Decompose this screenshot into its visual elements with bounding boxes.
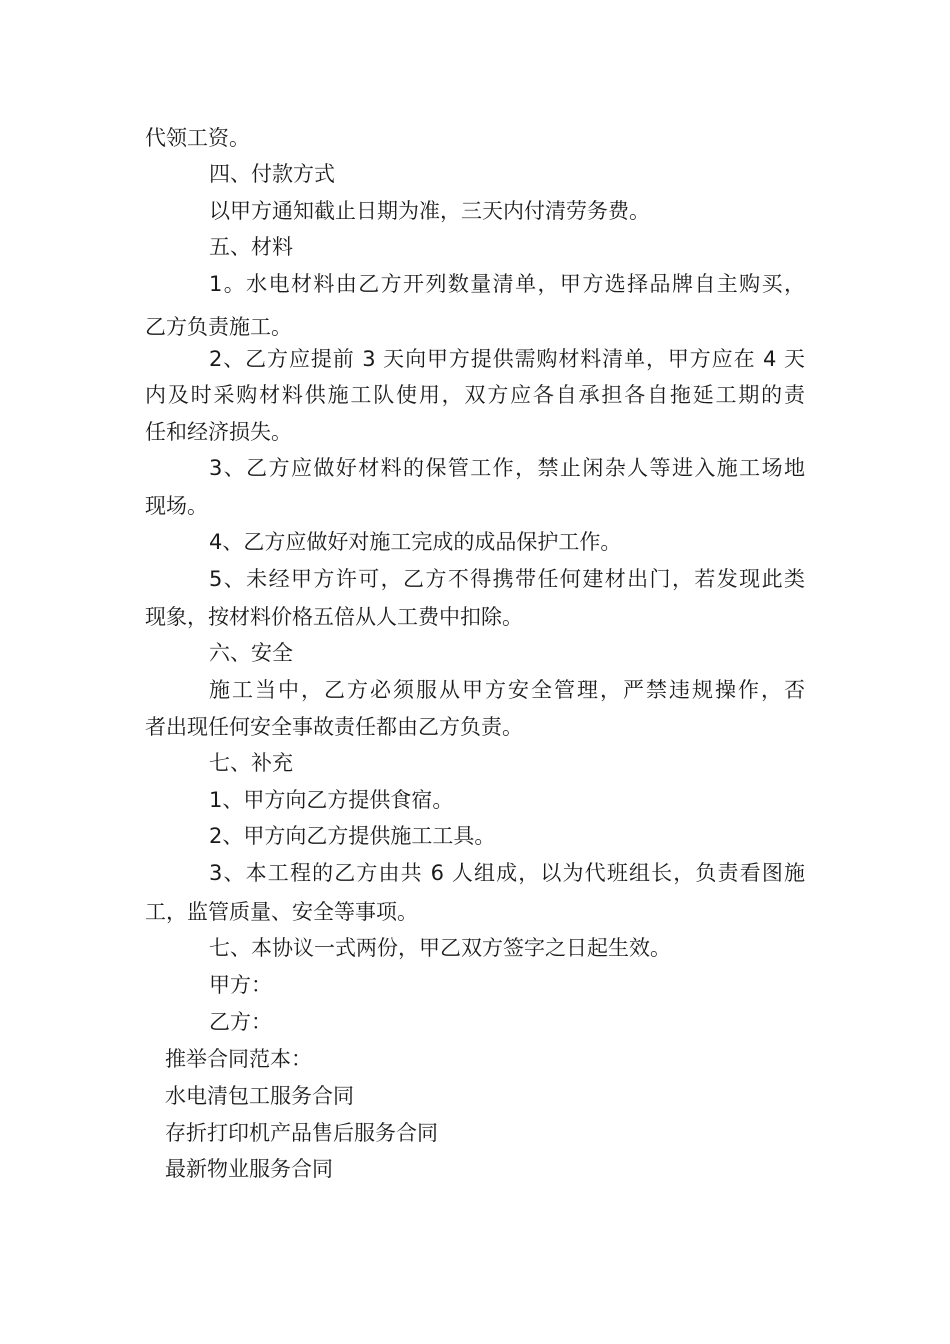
recommended-templates-heading: 推举合同范本：: [165, 1047, 312, 1071]
section-heading-materials: 五、材料: [209, 235, 293, 259]
text-line: 任和经济损失。: [145, 420, 292, 444]
text-line: 1、甲方向乙方提供食宿。: [209, 788, 454, 812]
text-line: 乙方负责施工。: [145, 315, 292, 339]
text-line: 工，监管质量、安全等事项。: [145, 900, 418, 924]
text-line: 现场。: [145, 494, 208, 518]
section-heading-payment: 四、付款方式: [209, 162, 335, 186]
text-line: 施工当中，乙方必须服从甲方安全管理，严禁违规操作，否: [209, 678, 805, 702]
text-line: 2、甲方向乙方提供施工工具。: [209, 824, 496, 848]
text-line: 代领工资。: [145, 126, 250, 150]
recommended-template-link[interactable]: 最新物业服务合同: [165, 1157, 333, 1181]
text-line: 3、本工程的乙方由共 6 人组成，以为代班组长，负责看图施: [209, 861, 805, 885]
text-line: 七、本协议一式两份，甲乙双方签字之日起生效。: [209, 936, 671, 960]
text-line: 内及时采购材料供施工队使用，双方应各自承担各自拖延工期的责: [145, 383, 805, 407]
text-line: 1。水电材料由乙方开列数量清单，甲方选择品牌自主购买，: [209, 272, 805, 296]
party-b-signature-label: 乙方：: [209, 1010, 272, 1034]
section-heading-safety: 六、安全: [209, 641, 293, 665]
recommended-template-link[interactable]: 水电清包工服务合同: [165, 1084, 354, 1108]
text-line: 者出现任何安全事故责任都由乙方负责。: [145, 715, 523, 739]
text-line: 5、未经甲方许可，乙方不得携带任何建材出门，若发现此类: [209, 567, 805, 591]
party-a-signature-label: 甲方：: [209, 973, 272, 997]
recommended-template-link[interactable]: 存折打印机产品售后服务合同: [165, 1121, 438, 1145]
text-line: 2、乙方应提前 3 天向甲方提供需购材料清单，甲方应在 4 天: [209, 347, 805, 371]
text-line: 以甲方通知截止日期为准，三天内付清劳务费。: [209, 199, 650, 223]
text-line: 现象，按材料价格五倍从人工费中扣除。: [145, 605, 523, 629]
text-line: 4、乙方应做好对施工完成的成品保护工作。: [209, 530, 622, 554]
section-heading-supplement: 七、补充: [209, 751, 293, 775]
text-line: 3、乙方应做好材料的保管工作，禁止闲杂人等进入施工场地: [209, 456, 805, 480]
